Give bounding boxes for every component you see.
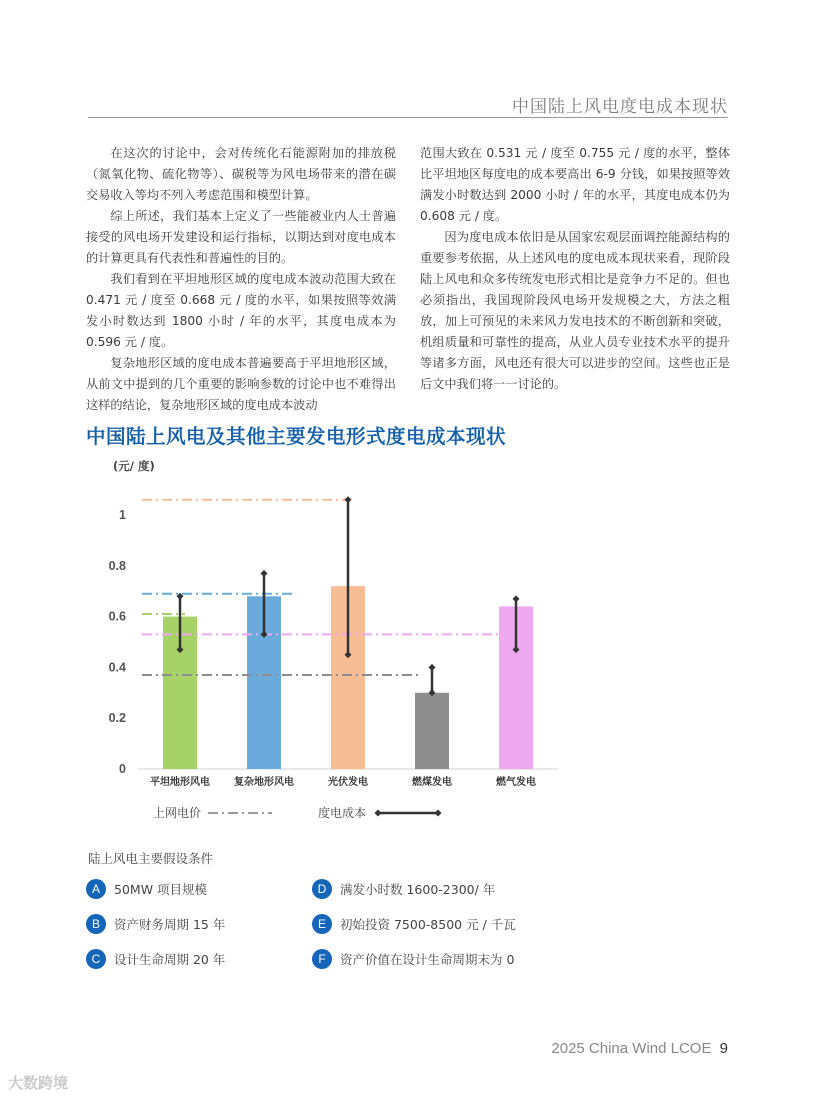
assumption-text: 设计生命周期 20 年 — [114, 952, 226, 967]
error-cap-燃气发电 — [513, 595, 520, 602]
bar-燃煤发电 — [415, 693, 449, 769]
assumption-text: 资产价值在设计生命周期末为 0 — [340, 952, 515, 967]
paragraph: 在这次的讨论中，会对传统化石能源附加的排放税（氮氧化物、硫化物等）、碳税等为风电场带来的潜在碳交易收入等均不列入考虑范围和模型计算。 — [86, 146, 396, 202]
paragraph: 因为度电成本依旧是从国家宏观层面调控能源结构的重要参考依据，从上述风电的度电成本现状来看，现阶段陆上风电和众多传统发电形式相比是竞争力不足的。但也必须指出，我国现阶段风电场开发规模之大，方法之粗放，加上可预见的未来风力发电技术的不断创新和突破，机组质量和可靠性的提高，从业人员专业技术水平的提升等诸多方面，风电还有很大可以进步的空间。这些也正是后文中我们将一一讨论的。 — [420, 230, 730, 391]
error-cap-复杂地形风电 — [261, 570, 268, 577]
header-divider — [88, 117, 728, 118]
assumption-text: 初始投资 7500-8500 元 / 千瓦 — [340, 917, 516, 932]
assumption-item — [312, 879, 495, 899]
y-axis-label: (元/ 度) — [113, 459, 155, 473]
x-tick-label: 燃气发电 — [496, 777, 536, 788]
assumption-item — [86, 879, 207, 899]
x-tick-label: 燃煤发电 — [412, 777, 452, 788]
assumption-text: 资产财务周期 15 年 — [114, 917, 226, 932]
body-column-right — [420, 143, 730, 395]
badge-b: B — [86, 914, 106, 934]
x-tick-label: 复杂地形风电 — [234, 777, 294, 788]
assumption-item — [312, 949, 514, 969]
assumption-text: 满发小时数 1600-2300/ 年 — [340, 882, 496, 897]
badge-a: A — [86, 879, 106, 899]
body-column-left — [86, 143, 396, 416]
x-tick-label: 平坦地形风电 — [150, 777, 210, 788]
footer-report-name: 2025 China Wind LCOE — [551, 1040, 712, 1057]
error-cap-燃煤发电 — [429, 664, 436, 671]
y-tick-label: 0.6 — [108, 609, 126, 624]
legend-swatch-cap — [435, 810, 442, 817]
paragraph: 我们看到在平坦地形区域的度电成本波动范围大致在 0.471 元 / 度至 0.668 元 / 度的水平，如果按照等效满发小时数达到 1800 小时 / 年的水平，其度电成本为 0.596 元 / 度。 — [86, 272, 396, 349]
page-header-title: 中国陆上风电度电成本现状 — [512, 97, 728, 117]
badge-d: D — [312, 879, 332, 899]
assumptions-title: 陆上风电主要假设条件 — [88, 851, 214, 866]
page-footer — [551, 1040, 728, 1057]
assumption-text: 50MW 项目规模 — [114, 882, 208, 897]
badge-f: F — [312, 949, 332, 969]
y-tick-label: 0.2 — [108, 711, 126, 726]
y-tick-label: 0.4 — [108, 660, 126, 675]
x-tick-label: 光伏发电 — [328, 777, 368, 788]
paragraph: 综上所述，我们基本上定义了一些能被业内人士普遍接受的风电场开发建设和运行指标，以期达到对度电成本的计算更具有代表性和普遍性的目的。 — [86, 209, 396, 265]
page-number: 9 — [719, 1040, 728, 1057]
error-cap-光伏发电 — [345, 496, 352, 503]
y-tick-label: 1 — [119, 508, 126, 522]
lcoe-chart — [86, 450, 566, 840]
watermark: 大数跨境 — [8, 1074, 69, 1092]
badge-e: E — [312, 914, 332, 934]
assumption-item — [86, 914, 225, 934]
legend-label-lcoe: 度电成本 — [318, 806, 367, 820]
legend-label-grid-price: 上网电价 — [153, 806, 202, 820]
paragraph-continued: 范围大致在 0.531 元 / 度至 0.755 元 / 度的水平，整体比平坦地区每度电的成本要高出 6-9 分钱，如果按照等效满发小时数达到 2000 小时 / 年的水平，其度电成本仍为 0.608 元 / 度。 — [420, 146, 730, 223]
legend-swatch-cap — [375, 810, 382, 817]
badge-c: C — [86, 949, 106, 969]
assumption-item — [86, 949, 225, 969]
assumption-item — [312, 914, 516, 934]
paragraph: 复杂地形区域的度电成本普遍要高于平坦地形区域，从前文中提到的几个重要的影响参数的讨论中也不难得出这样的结论，复杂地形区域的度电成本波动 — [86, 356, 396, 412]
chart-title: 中国陆上风电及其他主要发电形式度电成本现状 — [86, 425, 507, 448]
y-tick-label: 0.8 — [108, 558, 126, 573]
y-tick-label: 0 — [119, 762, 126, 776]
